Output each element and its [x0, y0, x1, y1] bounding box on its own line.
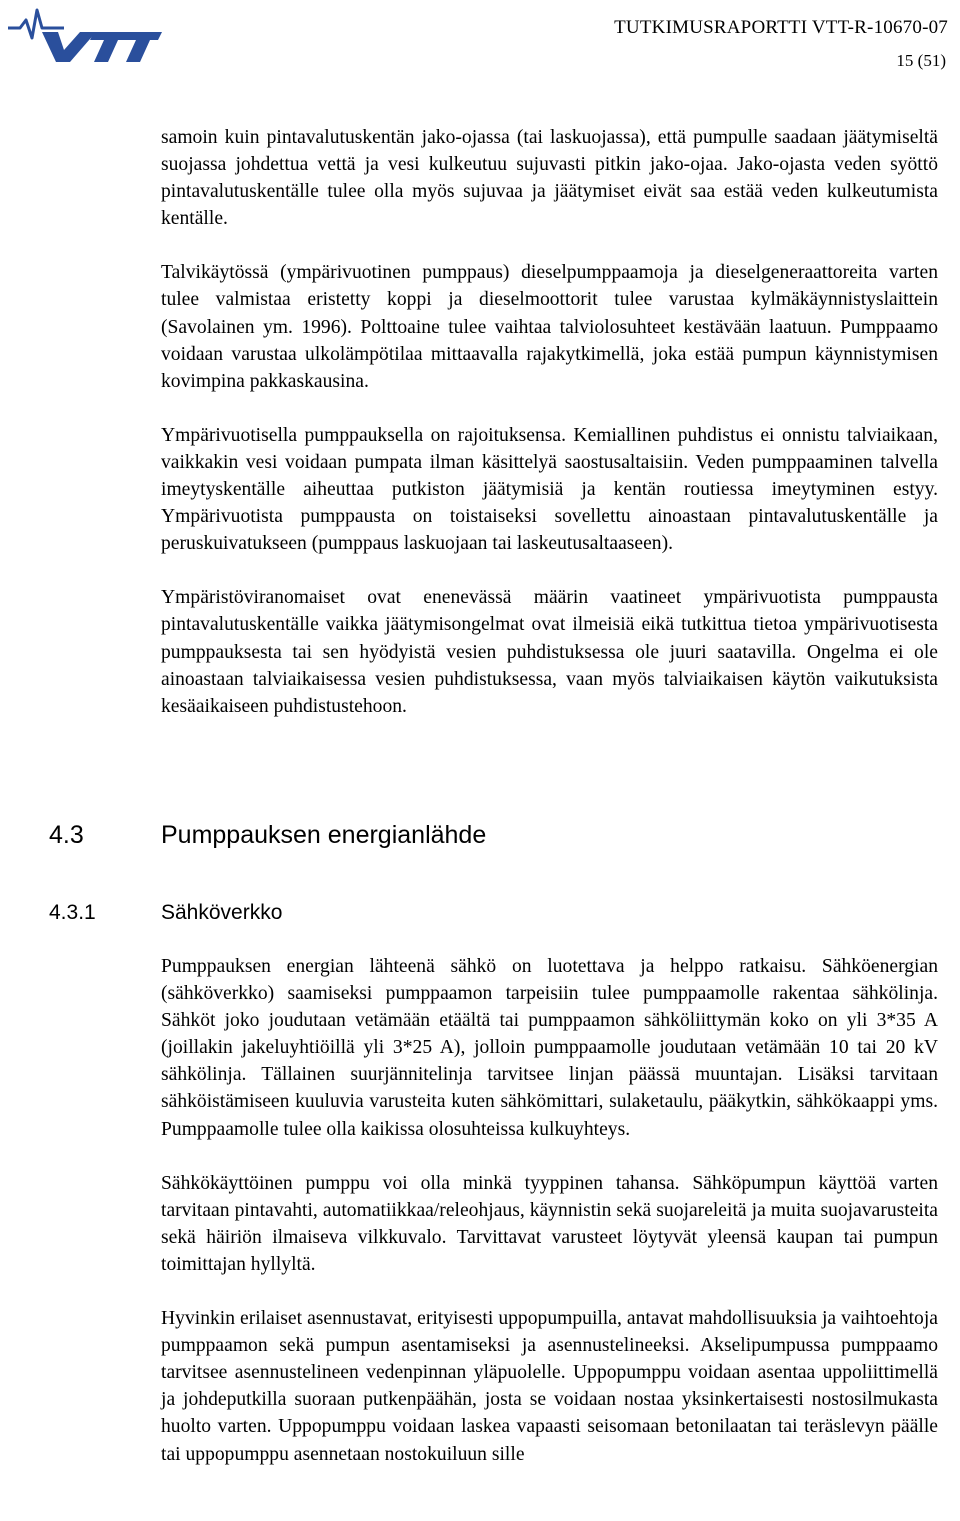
- body-text-top: [161, 124, 938, 747]
- paragraph: Sähkökäyttöinen pumppu voi olla minkä tyyppinen tahansa. Sähköpumpun käyttöä varten tarvitaan pintavahti, automatiikkaa/releohjaus, käynnistin sekä suojareleitä ja muita suojavarusteita sekä häiriön ilmaiseva vilkkuvalo. Tarvittavat varusteet löytyvät yleensä kaupan tai pumpun toimittajan hyllyltä.: [161, 1172, 938, 1275]
- logo-letter-v: [42, 32, 96, 62]
- section-title: Pumppauksen energianlähde: [161, 821, 487, 849]
- subsection-heading: [49, 901, 282, 925]
- section-number: 4.3: [49, 821, 84, 849]
- paragraph: samoin kuin pintavalutuskentän jako-ojassa (tai laskuojassa), että pumpulle saadaan jäätymiseltä suojassa johdettua vettä ja vesi kulkeutuu sujuvasti pitkin jako-ojaa. Jako-ojasta veden syöttö pintavalutuskentälle tulee olla myös sujuvaa ja jäätymiset eivät saa estää veden kulkeutumista kentälle.: [161, 127, 938, 230]
- paragraph: Hyvinkin erilaiset asennustavat, erityisesti uppopumpuilla, antavat mahdollisuuksia ja vaihtoehtoja pumppaamon sekä pumpun asentamiseksi ja asennustelineeksi. Akselipumpussa pumppaamo tarvitsee asennustelineen vedenpinnan yläpuolelle. Uppopumppu voidaan asentaa uppoliittimellä ja johdeputkilla suoraan putkenpäähän, josta se voidaan nostaa yksinkertaisesti nostosilmukasta huolto varten. Uppopumppu voidaan laskea vapaasti seisomaan betonilaatan tai teräslevyn päälle tai uppopumppu asennetaan nostokuiluun sille: [161, 1308, 938, 1465]
- paragraph: Talvikäytössä (ympärivuotinen pumppaus) dieselpumppaamoja ja dieselgeneraattoreita varten tulee valmistaa eristetty koppi ja dieselmoottorit tulee varustaa kylmäkäynnistyslaittein (Savolainen ym. 1996). Polttoaine tulee vaihtaa talviolosuhteet kestävään laatuun. Pumppaamo voidaan varustaa ulkolämpötilaa mittaavalla rajakytkimellä, joka estää pumpun käynnistymisen kovimpina pakkaskausina.: [161, 262, 938, 392]
- paragraph: Pumppauksen energian lähteenä sähkö on luotettava ja helppo ratkaisu. Sähköenergian (sähköverkko) saamiseksi pumppaamon tarpeisiin tulee pumppaamolle rakentaa sähkölinja. Sähköt joko joudutaan vetämään etäältä tai pumppaamon sähköliittymän koko on yli 3*35 A (joillakin jakeluyhtiöillä yli 3*25 A), jolloin pumppaamolle joudutaan vetämään 10 tai 20 kV sähkölinja. Tällainen suurjännitelinja tarvitsee linjan päässä muuntajan. Lisäksi tarvitaan sähköistämiseen kuuluvia varusteita kuten sähkömittari, sulaketaulu, pääkytkin, sähkökaappi yms. Pumppaamolle tulee olla kaikissa olosuhteissa kulkuyhteys.: [161, 956, 938, 1140]
- logo-letter-t2: [126, 32, 162, 62]
- report-id: TUTKIMUSRAPORTTI VTT-R-10670-07: [614, 17, 948, 38]
- page-number: 15 (51): [896, 51, 946, 70]
- paragraph: Ympärivuotisella pumppauksella on rajoituksensa. Kemiallinen puhdistus ei onnistu talviaikaan, vaikkakin vesi voidaan pumpata ilman käsittelyä saostusaltaisiin. Veden pumppaaminen talvella imeytyskentälle aiheuttaa putkiston jäätymisiä ja kentän routiessa imeytyminen estyy. Ympärivuotista pumppausta on toistaiseksi sovellettu ainoastaan pintavalutuskentälle ja peruskuivatukseen (pumppaus laskuojaan tai laskeutusaltaaseen).: [161, 424, 938, 555]
- subsection-number: 4.3.1: [49, 901, 96, 924]
- subsection-title: Sähköverkko: [161, 901, 283, 924]
- section-heading: [49, 821, 486, 850]
- paragraph: Ympäristöviranomaiset ovat enenevässä määrin vaatineet ympärivuotista pumppausta pintavalutuskentälle vaikka jäätymisongelmat ovat ilmeisiä eikä tutkittua tietoa ympärivuotisesta pumppauksesta tai sen hyödyistä vesien puhdistuksessa ole juuri saatavilla. Ongelma ei ole ainoastaan talviaikaisessa vesien puhdistuksessa, vaan myös talviaikaisen käytön vaikutuksista kesäaikaiseen puhdistustehoon.: [161, 587, 938, 717]
- logo-letter-t1: [90, 32, 132, 62]
- body-text-bottom: [161, 953, 938, 1495]
- vtt-logo: [6, 6, 162, 62]
